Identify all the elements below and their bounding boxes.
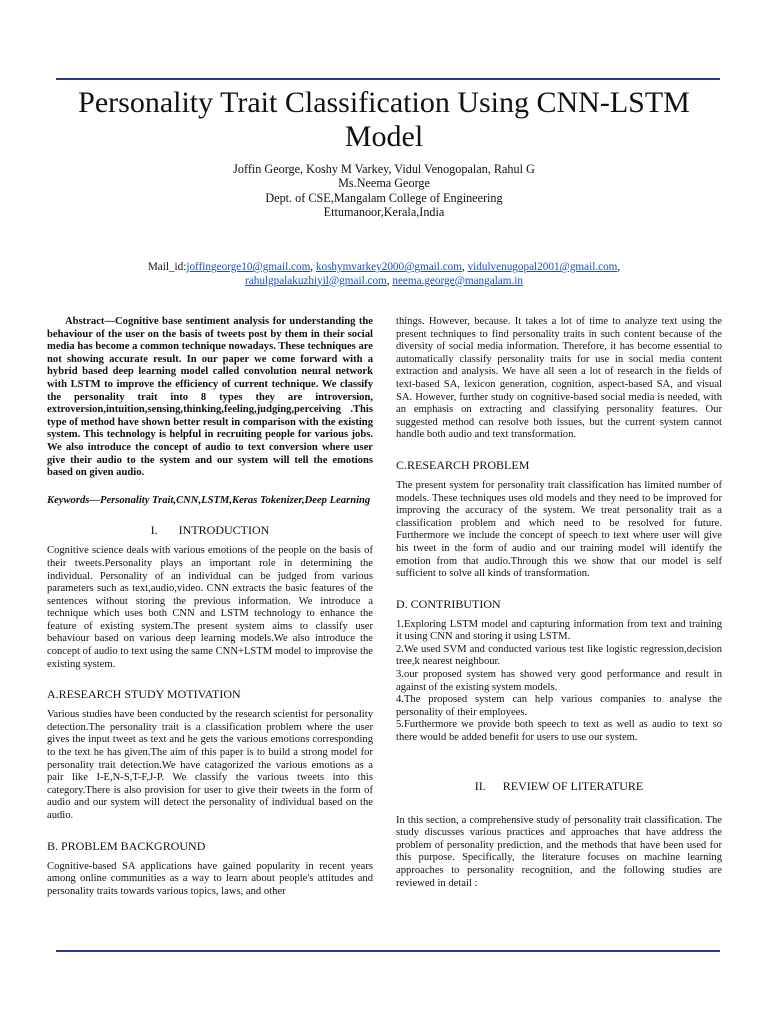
email-link-2[interactable]: koshymvarkey2000@gmail.com [315, 261, 462, 273]
top-rule [56, 78, 720, 80]
contribution-item: 2.We used SVM and conducted various test like logistic regression,decision tree,k nearest neighbour. [396, 643, 722, 668]
author-names: Joffin George, Koshy M Varkey, Vidul Venogopalan, Rahul G [233, 162, 535, 176]
bottom-rule [56, 950, 720, 952]
introduction-heading [47, 523, 373, 537]
left-column [47, 316, 373, 898]
right-column [396, 316, 722, 890]
contribution-item: 4.The proposed system can help various companies to analyse the personality of their employees. [396, 694, 722, 718]
research-problem-text: The present system for personality trait classification has limited number of models. These techniques uses old models and they need to be improved for improving the accuracy of the system. We treat personality trait as a classification problem and which need to be resolved for future. Furthermore we include the concept of speech to text where user will give his tweet in the form of audio and our training model will identify the emotion from that audio.Through this we show that our model is self sufficient to solve all kinds of transformation. [396, 479, 722, 580]
background-text: Cognitive-based SA applications have gained popularity in recent years among online communities as a way to learn about people's attitudes and personality traits towards various topics, laws, and other [47, 860, 373, 897]
paper-title: Personality Trait Classification Using CNN-LSTM Model [78, 86, 690, 153]
introduction-title: INTRODUCTION [178, 523, 270, 538]
motivation-heading: A.RESEARCH STUDY MOTIVATION [47, 687, 241, 702]
introduction-text: Cognitive science deals with various emotions of the people on the basis of their tweets.Personality plays an important role in determining the individual. Personality of an individual can be judged from various parameters such as text,audio,video. CNN extracts the basic features of the sentences without storing the previous information. We introduce a technique which uses both CNN and LSTM technology to enhance the feature of existing system.The present system aims to classify user behaviour based on various deep learning models.We also introduce the concept of audio to text using the same CNN+LSTM model to improvise the existing system. [47, 545, 373, 670]
email-link-1[interactable]: joffingeorge10@gmail.com [186, 261, 311, 273]
mail-separator: , [310, 261, 316, 273]
contribution-item: 1.Exploring LSTM model and capturing information from text and training it using CNN and storing it using LSTM. [396, 618, 722, 643]
author-location: Ettumanoor,Kerala,India [323, 205, 445, 220]
author-block [40, 162, 728, 220]
mail-prefix: Mail_id: [147, 261, 187, 273]
mail-separator: , [386, 274, 393, 287]
author-department: Dept. of CSE,Mangalam College of Engineering [265, 190, 503, 205]
background-heading: B. PROBLEM BACKGROUND [47, 838, 206, 853]
motivation-text: Various studies have been conducted by the research scientist for personality detection.The personality trait is a classification problem where the user gives the input tweet as text and he gets the various emotions corresponding to the text he has given.The aim of this paper is to build a strong model for personality trait detection.We have catagorized the various emotions as a pair like I-E,N-S,T-F,J-P. We classify the various tweets into this category.There is also provision for user to give their tweets in the form of audio and our system will detect the personality of individual based on the audio. [47, 709, 373, 821]
research-problem-heading: C.RESEARCH PROBLEM [396, 457, 530, 472]
mail-separator: , [617, 261, 621, 273]
review-number: II. [474, 778, 486, 793]
contribution-heading: D. CONTRIBUTION [396, 596, 501, 611]
review-title: REVIEW OF LITERATURE [502, 778, 644, 793]
email-link-5[interactable]: neema.george@mangalam.in [392, 274, 523, 287]
contribution-item: 5.Furthermore we provide both speech to text as well as audio to text so there would be added benefit for users to use our system. [396, 719, 722, 744]
abstract: Abstract—Cognitive base sentiment analysis for understanding the behaviour of the user on the basis of tweets post by them in their social media has become a common technique nowadays. These techniques are not showing accurate result. In our paper we come forward with a hybrid based deep learning model called convolution neural network with LSTM to improve the efficiency of current technique. We classify the personality trait into 8 types they are introversion, extroversion,intuition,sensing,thinking,feeling,judging,perceiving .This type of method have shown better result in comparison with the existing system. This technology is helpful in recruiting people for various jobs. We also introduce the concept of audio to text conversion where user give their audio to the system and our system will tell the emotions based on given audio. [47, 316, 373, 479]
review-heading [396, 779, 722, 793]
author-supervisor: Ms.Neema George [338, 176, 430, 191]
background-continued-text: things. However, because. It takes a lot of time to analyze text using the present techniques to find personality traits in such content because of the diversity of social media information. Therefore, it has become essential to automatically classify personality traits for use in social media content extraction and analysis. We have all seen a lot of research in the fields of text-based SA, lexicon generation, cognition, aspect-based SA, and visual SA. However, further study on cognitive-based social media is needed, with an emphasis on extracting and classifying personality features. Our suggested method can resolve both issues, but the current system cannot handle both audio and text transformation. [396, 316, 722, 441]
email-link-4[interactable]: rahulgpalakuzhiyil@gmail.com [245, 274, 387, 287]
contribution-item: 3.our proposed system has showed very good performance and result in against of the existing system models. [396, 669, 722, 693]
introduction-number: I. [150, 523, 158, 538]
review-text: In this section, a comprehensive study of personality trait classification. The study discusses various practices and approaches that have address the problem of personality prediction, and the methods that have been used for this purpose. Specifically, the literature focuses on machine learning approaches to personality recognition, and the following studies are reviewed in detail : [396, 814, 722, 889]
mail-separator: , [461, 261, 468, 273]
mail-block [40, 261, 728, 288]
email-link-3[interactable]: vidulvenugopal2001@gmail.com [467, 261, 618, 273]
keywords: Keywords—Personality Trait,CNN,LSTM,Keras Tokenizer,Deep Learning [47, 494, 371, 506]
